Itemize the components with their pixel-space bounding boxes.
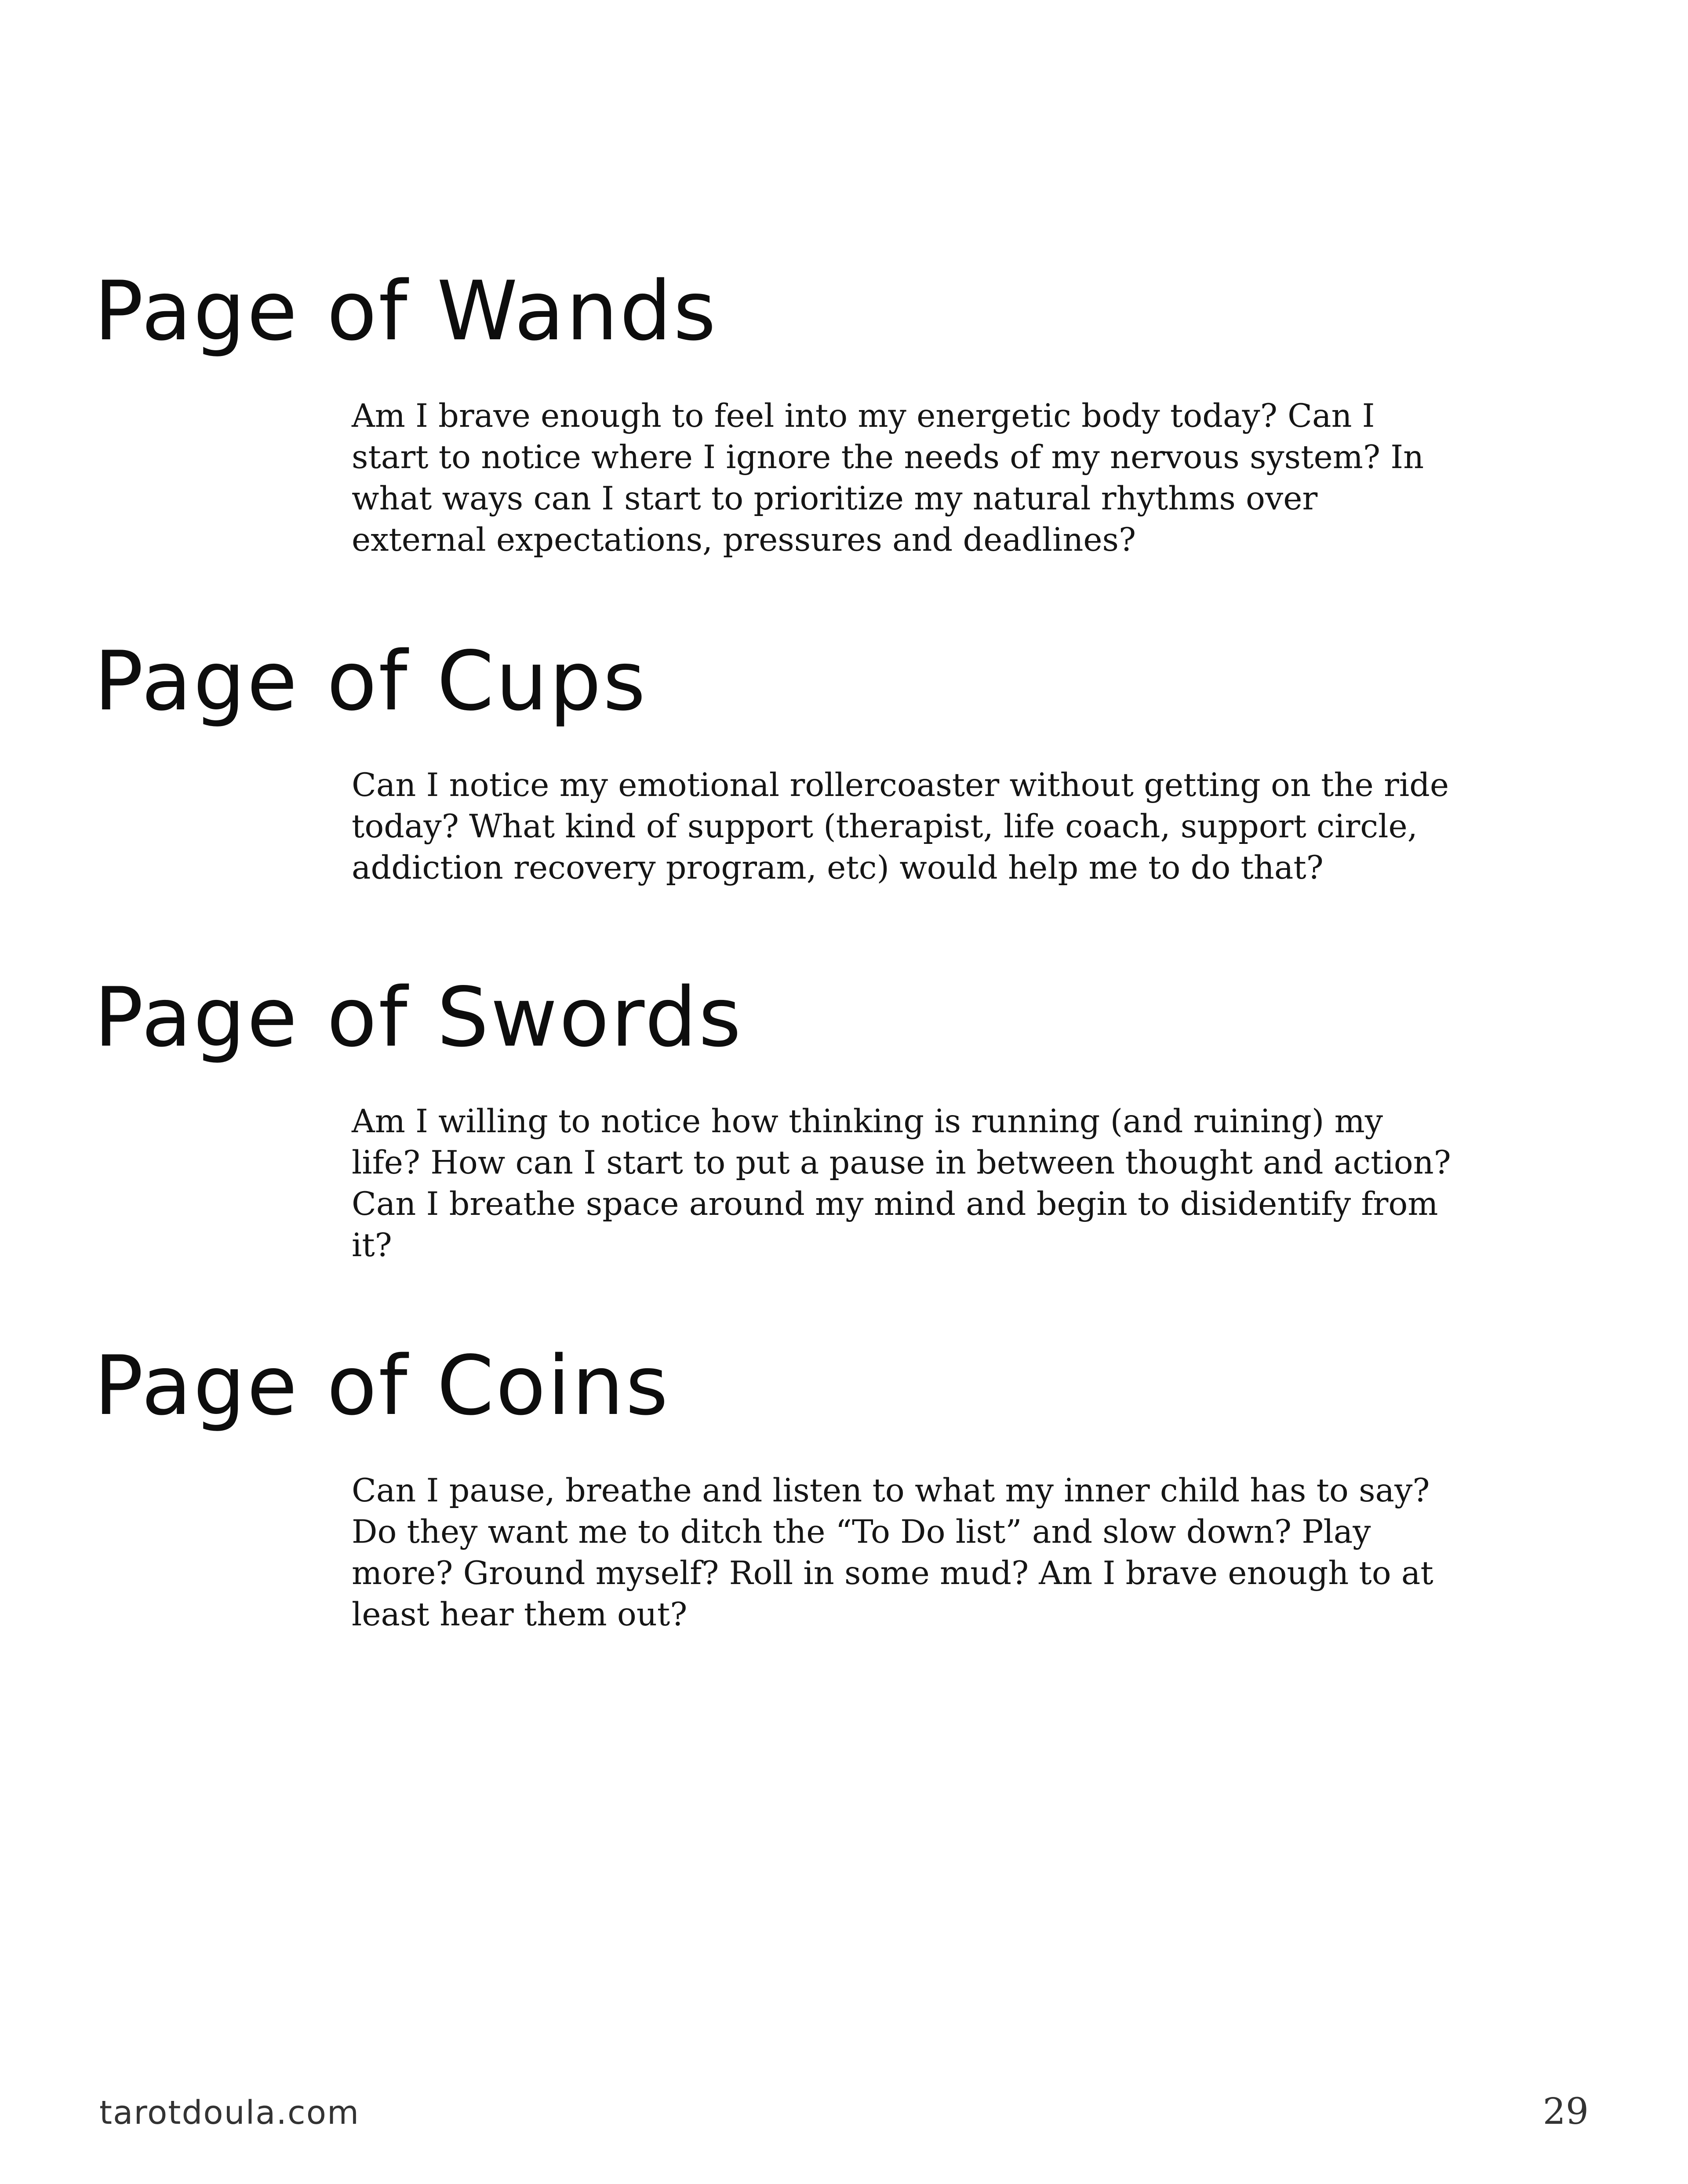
section-text-page-of-wands: Am I brave enough to feel into my energetic body today? Can I start to notice where I ignore the needs of my nervous system? In what ways can I start to prioritize my natural rhythms over external expectations, pressures and deadlines? [352, 397, 1424, 559]
footer-website: tarotdoula.com [99, 2094, 360, 2132]
page-number: 29 [1542, 2091, 1589, 2133]
section-title-page-of-coins: Page of Coins [94, 1338, 670, 1433]
section-title-page-of-cups: Page of Cups [94, 633, 648, 729]
section-text-page-of-cups: Can I notice my emotional rollercoaster without getting on the ride today? What kind of support (therapist, life coach, support circle, addiction recovery program, etc) would help me to do that? [352, 767, 1449, 887]
section-text-page-of-coins: Can I pause, breathe and listen to what my inner child has to say? Do they want me to ditch the “To Do list” and slow down? Play more? Ground myself? Roll in some mud? Am I brave enough to at least hear them out? [352, 1472, 1433, 1633]
section-title-page-of-wands: Page of Wands [94, 263, 718, 359]
section-title-page-of-swords: Page of Swords [94, 970, 743, 1065]
section-text-page-of-swords: Am I willing to notice how thinking is running (and ruining) my life? How can I start to put a pause in between thought and action? Can I breathe space around my mind and begin to disidentify from it? [352, 1103, 1451, 1264]
